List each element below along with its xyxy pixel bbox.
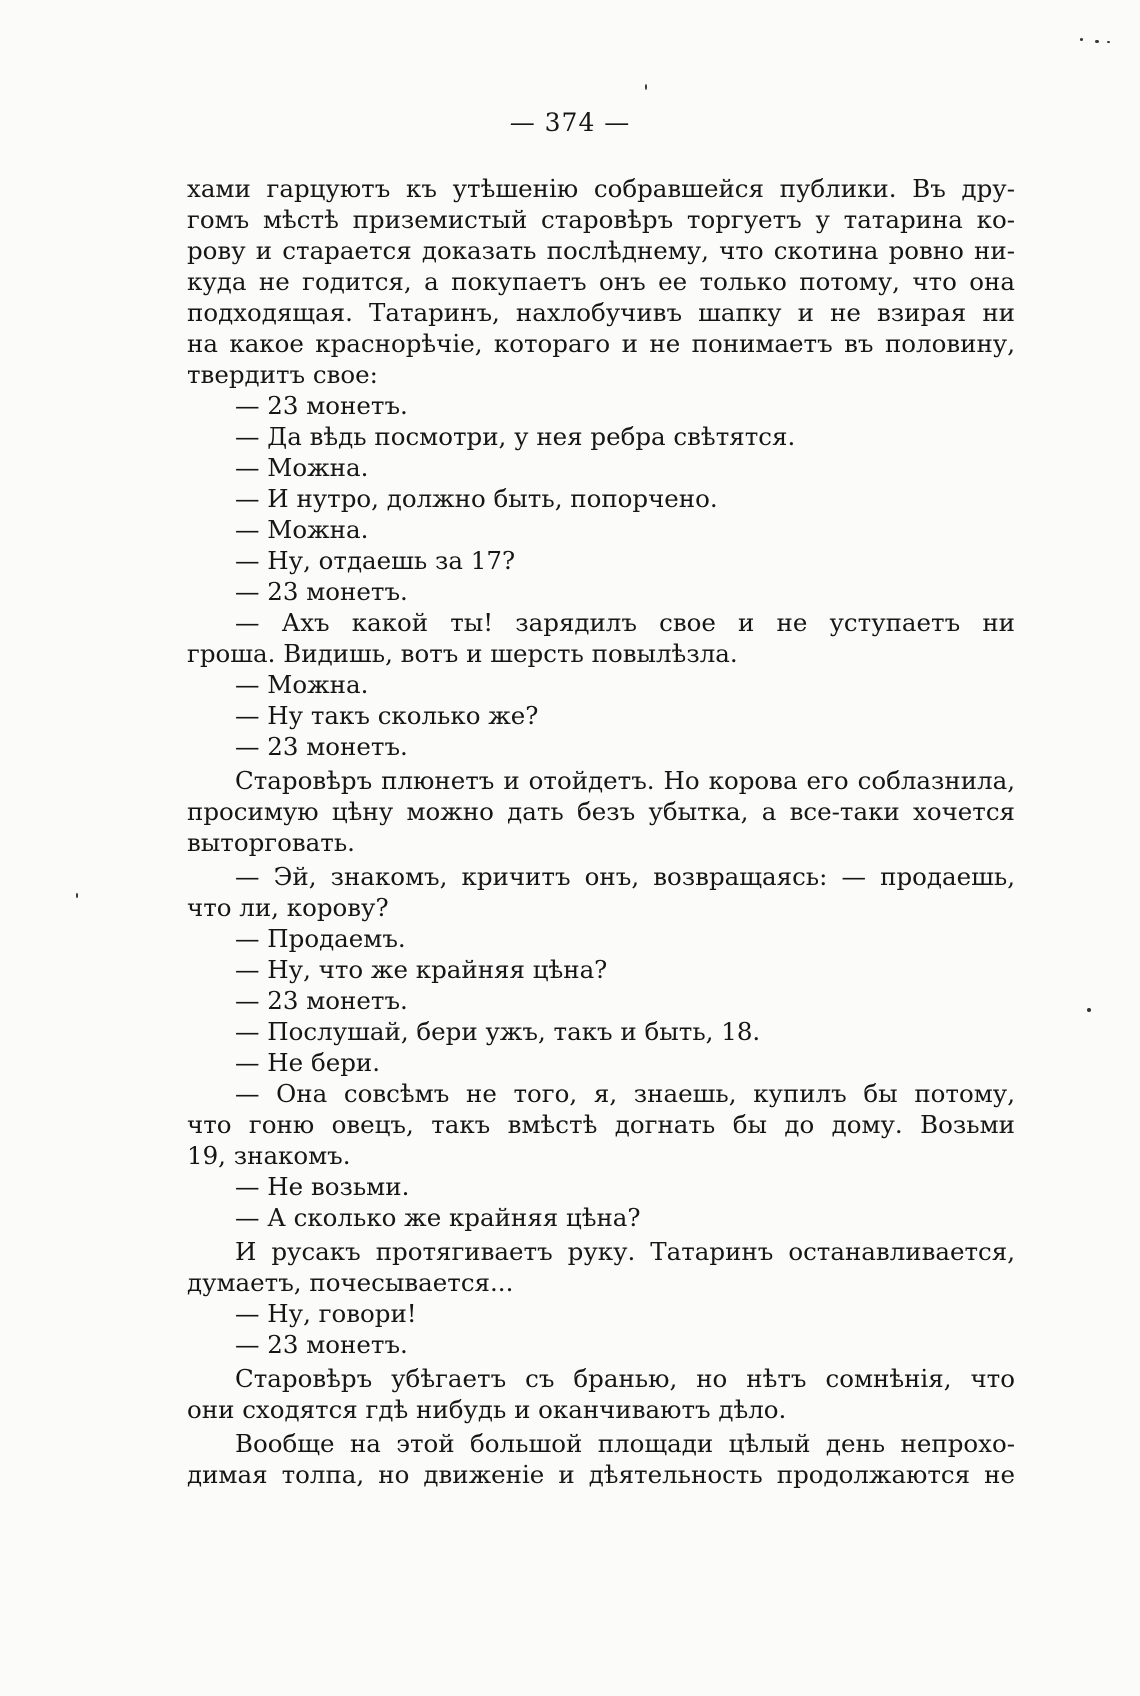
text-line: на какое краснорѣчіе, котораго и не понимаетъ въ половину, [187,329,1015,358]
paragraph-line: И русакъ протягиваетъ руку. Татаринъ останавливается, [235,1237,1015,1266]
dialogue-line: — Можна. [235,453,369,482]
dialogue-line: — Можна. [235,670,369,699]
dialogue-line: — 23 монетъ. [235,391,408,420]
scan-speck [1107,41,1110,43]
dialogue-line: — Послушай, бери ужъ, такъ и быть, 18. [235,1017,761,1046]
text-line: выторговать. [187,828,355,857]
text-line: гомъ мѣстѣ приземистый старовѣръ торгуетъ у татарина ко- [187,205,1015,234]
text-line: димая толпа, но движеніе и дѣятельность продолжаются не [187,1460,1015,1489]
dialogue-line: — Ну, отдаешь за 17? [235,546,516,575]
text-line: просимую цѣну можно дать безъ убытка, а все-таки хочется [187,797,1015,826]
dialogue-line: — Ахъ какой ты! зарядилъ свое и не уступаетъ ни [235,608,1015,637]
dialogue-line: — И нутро, должно быть, попорчено. [235,484,718,513]
dialogue-line: — 23 монетъ. [235,986,408,1015]
text-line: куда не годится, а покупаетъ онъ ее только потому, что она [187,267,1015,296]
dialogue-line: — 23 монетъ. [235,732,408,761]
page-number: — 374 — [509,108,631,137]
paragraph-line: Старовѣръ убѣгаетъ съ бранью, но нѣтъ сомнѣнія, что [235,1364,1015,1393]
text-line: что гоню овецъ, такъ вмѣстѣ догнать бы до дому. Возьми [187,1110,1015,1139]
paragraph-line: Вообще на этой большой площади цѣлый день непрохо- [235,1429,1015,1458]
dialogue-line: — Ну такъ сколько же? [235,701,539,730]
dialogue-line: — Не возьми. [235,1172,410,1201]
dialogue-line: — А сколько же крайняя цѣна? [235,1203,641,1232]
text-line: рову и старается доказать послѣднему, что скотина ровно ни- [187,236,1015,265]
scan-speck [645,84,647,90]
dialogue-line: — Ну, что же крайняя цѣна? [235,955,608,984]
dialogue-line: — 23 монетъ. [235,577,408,606]
scan-speck [1087,1008,1091,1012]
text-line: хами гарцуютъ къ утѣшенію собравшейся публики. Въ дру- [187,174,1015,203]
scan-speck [1095,40,1099,43]
dialogue-line: — Она совсѣмъ не того, я, знаешь, купилъ бы потому, [235,1079,1015,1108]
dialogue-line: — Продаемъ. [235,924,406,953]
dialogue-line: — 23 монетъ. [235,1330,408,1359]
text-line: гроша. Видишь, вотъ и шерсть повылѣзла. [187,639,738,668]
body-text [187,173,1015,1490]
scan-speck [76,893,78,898]
paragraph-line: Старовѣръ плюнетъ и отойдетъ. Но корова его соблазнила, [235,766,1015,795]
text-line: думаетъ, почесывается... [187,1268,514,1297]
dialogue-line: — Да вѣдь посмотри, у нея ребра свѣтятся. [235,422,796,451]
text-line: что ли, корову? [187,893,389,922]
dialogue-line: — Можна. [235,515,369,544]
dialogue-line: — Эй, знакомъ, кричитъ онъ, возвращаясь: — продаешь, [235,862,1015,891]
text-line: они сходятся гдѣ нибудь и оканчиваютъ дѣло. [187,1395,787,1424]
dialogue-line: — Ну, говори! [235,1299,417,1328]
text-line: 19, знакомъ. [187,1141,351,1170]
dialogue-line: — Не бери. [235,1048,380,1077]
text-line: подходящая. Татаринъ, нахлобучивъ шапку и не взирая ни [187,298,1015,327]
scan-speck [1080,38,1083,41]
text-line: твердитъ свое: [187,360,378,389]
